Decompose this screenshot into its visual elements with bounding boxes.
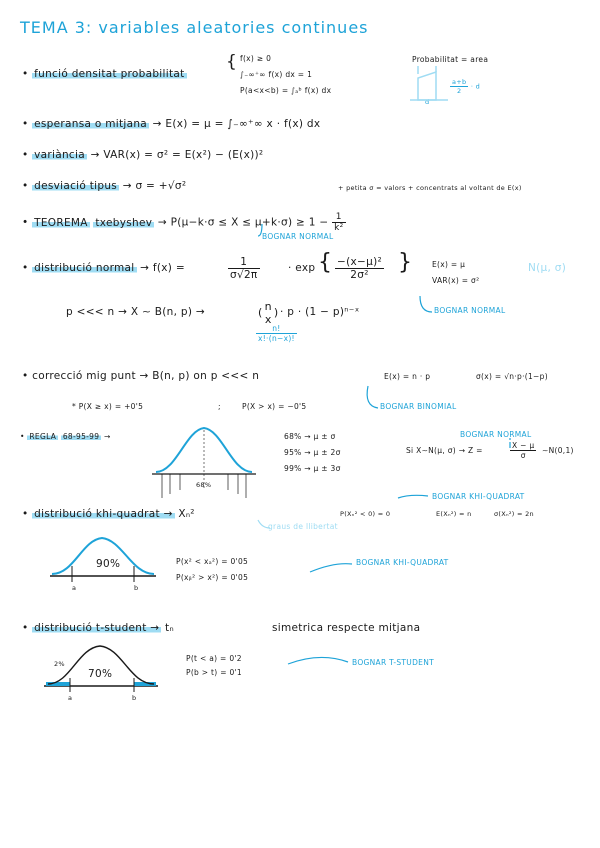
variancia-formula: → VAR(x) = σ² = E(x²) − (E(x))² bbox=[90, 149, 264, 161]
tstudent-p1: P(t < a) = 0'2 bbox=[186, 654, 242, 663]
normal-n-label: N(μ, σ) bbox=[528, 262, 567, 274]
khi-graus-arrow-icon bbox=[258, 520, 270, 528]
densitat-f3: P(a<x<b) = ∫ₐᵇ f(x) dx bbox=[240, 86, 332, 95]
khi-line: • distribució khi-quadrat → Xₙ² bbox=[22, 508, 195, 520]
brace: { bbox=[226, 52, 238, 72]
tstudent-left-tail: 2% bbox=[54, 660, 65, 668]
area-sketch-icon bbox=[410, 66, 448, 100]
regla-bell-icon bbox=[152, 428, 256, 498]
khi-graus: graus de llibertat bbox=[268, 522, 338, 531]
teorema-frac-den: k² bbox=[334, 223, 344, 233]
tstudent-label: distribució t-student → bbox=[34, 622, 160, 634]
binom-frac-num: n! bbox=[256, 324, 297, 334]
khi-bell-pct: 90% bbox=[96, 558, 121, 570]
regla-std-num: X − μ bbox=[512, 441, 535, 450]
teorema-arrow-icon bbox=[258, 224, 262, 236]
khi-bell-icon bbox=[50, 538, 156, 582]
densitat-label: funció densitat probabilitat bbox=[34, 68, 185, 80]
densitat-f2: ∫₋∞⁺∞ f(x) dx = 1 bbox=[240, 70, 313, 79]
normal-exp-den: 2σ² bbox=[350, 269, 369, 281]
normal-exp-num: −(x−μ)² bbox=[337, 256, 382, 268]
khi-s-line: σ(Xₙ²) = 2n bbox=[494, 510, 534, 518]
teorema-frac-num: 1 bbox=[332, 212, 345, 223]
regla-line: • REGLA 68-95-99 → bbox=[20, 432, 111, 441]
tstudent-bell-icon bbox=[44, 646, 158, 692]
normal-arrow-icon bbox=[420, 296, 432, 312]
correccio-rule2: P(X > x) = −0'5 bbox=[242, 402, 307, 411]
normal-var: VAR(x) = σ² bbox=[432, 276, 480, 285]
correccio-line: • correcció mig punt → B(n, p) on p <<< n bbox=[22, 370, 260, 382]
khi-b: b bbox=[134, 584, 139, 592]
tstudent-p2: P(b > t) = 0'1 bbox=[186, 668, 242, 677]
regla-std-den: σ bbox=[520, 451, 526, 460]
tstudent-note: BOGNAR T-STUDENT bbox=[352, 658, 435, 667]
khi-note1: BOGNAR KHI-QUADRAT bbox=[432, 492, 525, 501]
binom-line: p <<< n → X ∼ B(n, p) → bbox=[66, 306, 205, 318]
area-formula-num: a+b bbox=[452, 78, 467, 86]
normal-frac-den: σ√2π bbox=[230, 269, 258, 281]
teorema-label2: txebyshev bbox=[95, 216, 153, 229]
correccio-rule1: * P(X ≥ x) = +0'5 bbox=[72, 402, 144, 411]
correccio-sigma: σ(x) = √n·p·(1−p) bbox=[476, 372, 548, 381]
bullet-desviacio: • desviació tipus → σ = +√σ² bbox=[22, 180, 187, 192]
khi-p2: P(xᵦ² > x²) = 0'05 bbox=[176, 573, 249, 582]
normal-frac-num: 1 bbox=[228, 256, 260, 269]
page-title: TEMA 3: variables aleatories continues bbox=[20, 18, 369, 37]
binom-n: n bbox=[264, 300, 272, 313]
khi-arrow2-icon bbox=[310, 564, 352, 572]
desviacio-note: + petita σ = valors + concentrats al voltant de E(x) bbox=[338, 184, 522, 192]
normal-label: distribució normal bbox=[34, 262, 135, 274]
khi-symbol: Xₙ² bbox=[178, 508, 195, 520]
binom-x: x bbox=[264, 313, 272, 326]
normal-ex: E(x) = μ bbox=[432, 260, 466, 269]
normal-exp: · exp bbox=[288, 262, 316, 274]
normal-note: BOGNAR NORMAL bbox=[434, 306, 506, 315]
desviacio-label: desviació tipus bbox=[34, 180, 118, 192]
regla-note: BOGNAR NORMAL bbox=[460, 430, 532, 439]
area-label: Probabilitat = area bbox=[412, 55, 489, 64]
normal-brace-close: } bbox=[398, 250, 413, 275]
bullet-normal: • distribució normal → f(x) = bbox=[22, 262, 185, 274]
bullet-teorema: • TEOREMA txebyshev → P(μ−k·σ ≤ X ≤ μ+k·σ) ≥ 1 − $\frac{1}{\text{k²}}$ bbox=[22, 212, 344, 233]
tstudent-bell-pct: 70% bbox=[88, 668, 113, 680]
tstudent-sym: simetrica respecte mitjana bbox=[272, 622, 421, 634]
densitat-f1: f(x) ≥ 0 bbox=[240, 54, 272, 63]
khi-note2: BOGNAR KHI-QUADRAT bbox=[356, 558, 449, 567]
bullet-densitat: • funció densitat probabilitat bbox=[22, 68, 185, 80]
area-d: d bbox=[425, 98, 430, 106]
desviacio-formula: → σ = +√σ² bbox=[122, 180, 187, 192]
variancia-label: variància bbox=[34, 149, 85, 161]
normal-brace-open: { bbox=[318, 250, 333, 275]
area-formula-den: 2 bbox=[457, 87, 462, 95]
khi-p-line: P(Xₙ² < 0) = 0 bbox=[340, 510, 391, 518]
teorema-formula: → P(μ−k·σ ≤ X ≤ μ+k·σ) ≥ 1 − bbox=[157, 216, 333, 229]
tstudent-arrow-icon bbox=[288, 657, 348, 664]
khi-arrow-icon bbox=[398, 495, 428, 498]
khi-e-line: E(Xₙ²) = n bbox=[436, 510, 472, 518]
correccio-sep: ; bbox=[218, 402, 221, 411]
regla-r3: 99% → μ ± 3σ bbox=[284, 464, 341, 473]
regla-label2: 68-95-99 bbox=[62, 432, 100, 441]
khi-p1: P(x² < xₐ²) = 0'05 bbox=[176, 557, 249, 566]
area-formula-tail: · d bbox=[470, 82, 481, 91]
correccio-note: BOGNAR BINOMIAL bbox=[380, 402, 457, 411]
normal-formula-pre: → f(x) = bbox=[140, 262, 185, 274]
correccio-ex: E(x) = n · p bbox=[384, 372, 431, 381]
regla-label1: REGLA bbox=[29, 432, 57, 441]
regla-r1: 68% → μ ± σ bbox=[284, 432, 336, 441]
tstudent-line: • distribució t-student → tₙ bbox=[22, 622, 174, 634]
bullet-variancia: • variància → VAR(x) = σ² = E(x²) − (E(x))² bbox=[22, 149, 264, 161]
tstudent-symbol: tₙ bbox=[165, 622, 174, 634]
khi-label: distribució khi-quadrat → bbox=[34, 508, 173, 520]
teorema-label1: TEOREMA bbox=[34, 216, 88, 229]
bullet-esperansa: • esperansa o mitjana → E(x) = μ = ∫₋∞⁺∞ x · f(x) dx bbox=[22, 118, 321, 130]
khi-a: a bbox=[72, 584, 77, 592]
regla-bell-pct: 68% bbox=[196, 481, 212, 489]
tstudent-b: b bbox=[132, 694, 137, 702]
esperansa-formula: → E(x) = μ = ∫₋∞⁺∞ x · f(x) dx bbox=[152, 118, 321, 130]
esperansa-label: esperansa o mitjana bbox=[34, 118, 148, 130]
regla-std-pre: Si X∼N(μ, σ) → Z = bbox=[406, 446, 483, 455]
tstudent-a: a bbox=[68, 694, 73, 702]
regla-std-tail: ∼N(0,1) bbox=[542, 446, 574, 455]
regla-r2: 95% → μ ± 2σ bbox=[284, 448, 341, 457]
binom-tail: · p · (1 − p)ⁿ⁻ˣ bbox=[280, 306, 360, 318]
correccio-label: correcció mig punt → B(n, p) on p <<< n bbox=[32, 370, 260, 382]
binom-coef: ( n x ) bbox=[258, 300, 279, 326]
correccio-arrow-icon bbox=[367, 386, 378, 408]
teorema-note: BOGNAR NORMAL bbox=[262, 232, 334, 241]
binom-frac-den: x!·(n−x)! bbox=[258, 334, 295, 343]
